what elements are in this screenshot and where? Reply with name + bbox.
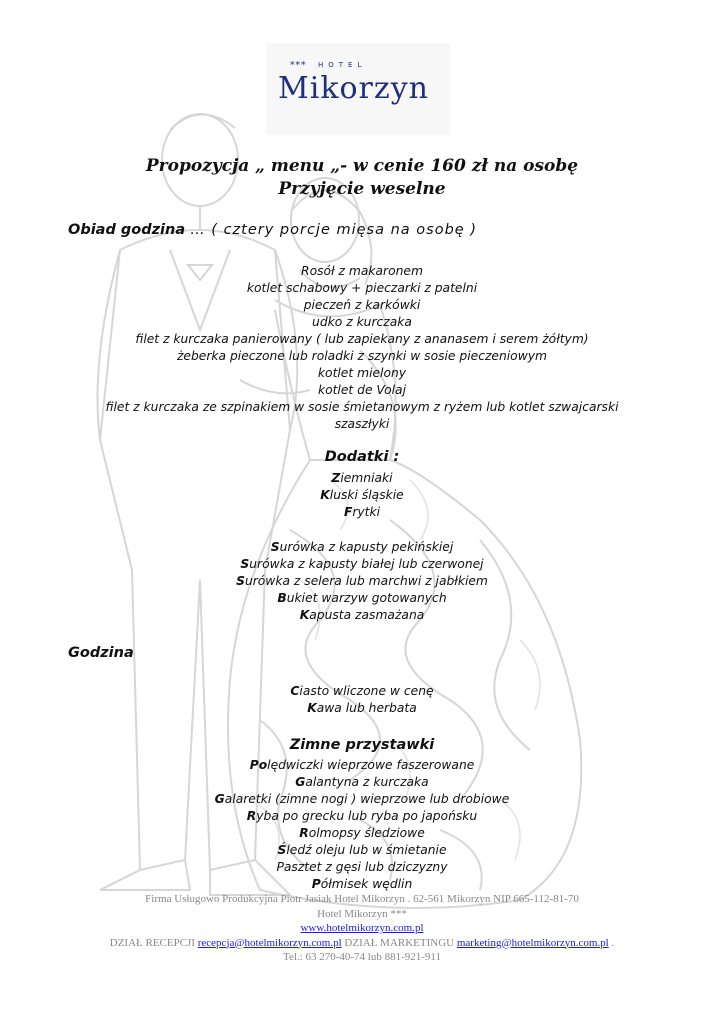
- item-initial: G: [295, 775, 306, 789]
- dinner-heading-text: Obiad godzina: [68, 222, 186, 238]
- item-initial: K: [299, 608, 310, 622]
- item-initial: C: [290, 684, 300, 698]
- item-text: alantyna z kurczaka: [305, 775, 429, 789]
- dinner-list: [0, 263, 724, 433]
- item-text: urówka z kapusty białej lub czerwonej: [249, 557, 484, 571]
- item-text: awa lub herbata: [316, 701, 417, 715]
- footer-contacts: DZIAŁ RECEPCJI recepcja@hotelmikorzyn.com.pl DZIAŁ MARKETINGU marketing@hotelmikorzyn.com.pl .: [109, 936, 615, 949]
- list-item: [0, 487, 724, 504]
- list-item: filet z kurczaka ze szpinakiem w sosie śmietanowym z ryżem lub kotlet szwajcarski: [105, 400, 619, 414]
- item-initial: B: [277, 591, 287, 605]
- item-initial: S: [236, 574, 245, 588]
- logo-stars: ***: [290, 61, 307, 71]
- list-item: [0, 757, 724, 774]
- list-item: szaszłyki: [334, 417, 390, 431]
- list-item: pieczeń z karkówki: [303, 298, 421, 312]
- sides-list-1: [0, 470, 724, 521]
- dessert-list: [0, 683, 724, 717]
- offer-subtitle: Przyjęcie weselne: [278, 179, 446, 199]
- item-text: alaretki (zimne nogi ) wieprzowe lub drobiowe: [224, 792, 510, 806]
- item-text: lędwiczki wieprzowe faszerowane: [267, 758, 475, 772]
- list-item: Rosół z makaronem: [301, 264, 423, 278]
- list-item: [0, 539, 724, 556]
- list-item: [0, 470, 724, 487]
- list-item: [0, 700, 724, 717]
- item-text: iasto wliczone w cenę: [299, 684, 434, 698]
- list-item: kotlet schabowy + pieczarki z patelni: [246, 281, 478, 295]
- sides-heading: Dodatki :: [324, 449, 400, 465]
- list-item: [0, 683, 724, 700]
- list-item: [0, 808, 724, 825]
- item-initial: G: [214, 792, 225, 806]
- footer-phone: Tel.: 63 270-40-74 lub 881-921-911: [283, 951, 441, 963]
- list-item: [0, 504, 724, 521]
- item-text: ółmisek wędlin: [320, 877, 413, 891]
- hour-heading: Godzina: [68, 645, 134, 661]
- list-item: [0, 859, 724, 876]
- item-initial: F: [343, 505, 353, 519]
- item-initial: R: [246, 809, 257, 823]
- list-item: [0, 876, 724, 893]
- list-item: [0, 825, 724, 842]
- cold-starters-list: [0, 757, 724, 893]
- footer: [0, 892, 724, 965]
- item-initial: S: [270, 540, 280, 554]
- item-text: olmopsy śledziowe: [308, 826, 425, 840]
- item-text: Pasztet z gęsi lub dziczyzny: [276, 860, 448, 874]
- item-text: luski śląskie: [329, 488, 404, 502]
- list-item: kotlet mielony: [317, 366, 407, 380]
- list-item: [0, 573, 724, 590]
- item-initial: Ś: [277, 843, 287, 857]
- website-link[interactable]: www.hotelmikorzyn.com.pl: [300, 922, 424, 934]
- item-initial: Z: [331, 471, 341, 485]
- item-initial: S: [240, 557, 250, 571]
- item-text: ledź oleju lub w śmietanie: [286, 843, 447, 857]
- cold-starters-heading: Zimne przystawki: [289, 737, 435, 753]
- item-initial: Po: [249, 758, 268, 772]
- footer-hotel: Hotel Mikorzyn ***: [317, 907, 407, 920]
- item-initial: R: [299, 826, 309, 840]
- item-text: urówka z selera lub marchwi z jabłkiem: [244, 574, 488, 588]
- list-item: [0, 774, 724, 791]
- item-initial: K: [320, 488, 330, 502]
- marketing-label: DZIAŁ MARKETINGU: [344, 936, 455, 949]
- marketing-email-link[interactable]: marketing@hotelmikorzyn.com.pl: [456, 936, 609, 949]
- item-text: urówka z kapusty pekińskiej: [279, 540, 454, 554]
- list-item: kotlet de Volaj: [317, 383, 407, 397]
- footer-company: Firma Usługowo Produkcyjna Piotr Jasiak Hotel Mikorzyn . 62-561 Mikorzyn NIP 665-112-81-70: [145, 893, 579, 905]
- item-initial: P: [311, 877, 321, 891]
- list-item: [0, 607, 724, 624]
- list-item: udko z kurczaka: [312, 315, 412, 329]
- list-item: [0, 590, 724, 607]
- list-item: filet z kurczaka panierowany ( lub zapiekany z ananasem i serem żółtym): [135, 332, 589, 346]
- dinner-heading: [68, 222, 477, 238]
- item-text: ukiet warzyw gotowanych: [286, 591, 447, 605]
- list-item: żeberka pieczone lub roladki z szynki w sosie pieczeniowym: [176, 349, 548, 363]
- hotel-logo: [266, 43, 450, 135]
- sides-list-2: [0, 539, 724, 624]
- logo-hotel-word: HOTEL: [318, 61, 367, 69]
- item-initial: K: [307, 701, 317, 715]
- item-text: rytki: [352, 505, 381, 519]
- offer-title: Propozycja „ menu „- w cenie 160 zł na osobę: [145, 156, 579, 176]
- reception-label: DZIAŁ RECEPCJI: [109, 936, 195, 949]
- list-item: [0, 556, 724, 573]
- list-item: [0, 791, 724, 808]
- logo-name: Mikorzyn: [278, 71, 429, 106]
- reception-email-link[interactable]: recepcja@hotelmikorzyn.com.pl: [197, 936, 342, 949]
- item-text: iemniaki: [340, 471, 393, 485]
- item-text: apusta zasmażana: [309, 608, 425, 622]
- list-item: [0, 842, 724, 859]
- dinner-heading-note: … ( cztery porcje mięsa na osobę ): [190, 222, 477, 238]
- item-text: yba po grecku lub ryba po japońsku: [256, 809, 478, 823]
